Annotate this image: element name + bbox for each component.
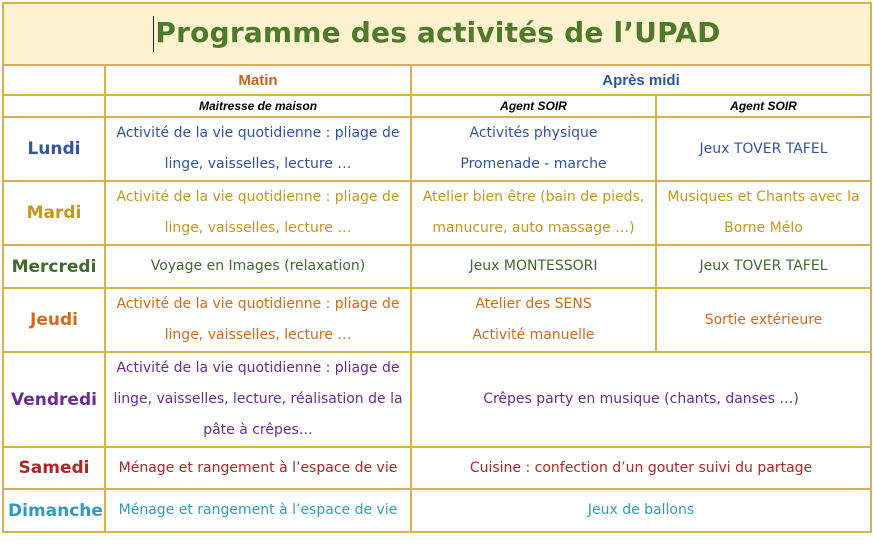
day-row-jeudi (3, 288, 871, 352)
activity-line: linge, vaisselles, lecture, réalisation de la (113, 391, 403, 407)
afternoon-activity-2-mercredi (656, 245, 871, 288)
morning-activity-vendredi (105, 352, 411, 447)
activity-line: Voyage en Images (relaxation) (150, 258, 366, 274)
activity-line: Crêpes party en musique (chants, danses …) (483, 391, 799, 407)
staff-header-row (3, 95, 871, 117)
day-label-jeudi: Jeudi (3, 288, 105, 352)
activity-line: Cuisine : confection d’un gouter suivi du partage (469, 459, 813, 476)
activity-line: Atelier bien être (bain de pieds, (422, 189, 645, 205)
afternoon-activity-1-mercredi (411, 245, 656, 288)
activity-schedule-table (2, 2, 872, 533)
morning-activity-mercredi (105, 245, 411, 288)
day-label-lundi: Lundi (3, 117, 105, 181)
day-row-mardi (3, 181, 871, 245)
empty-corner-cell-2 (3, 95, 105, 117)
activity-line: pâte à crêpes… (203, 422, 313, 438)
activity-line: Sortie extérieure (704, 311, 823, 328)
activity-line: Activité manuelle (472, 327, 595, 343)
activity-line: Jeux MONTESSORI (469, 258, 598, 274)
activity-line: Borne Mélo (724, 220, 803, 236)
afternoon-activity-dimanche (411, 489, 871, 532)
activity-line: Activités physique (469, 125, 598, 141)
day-label-vendredi: Vendredi (3, 352, 105, 447)
day-label-samedi: Samedi (3, 447, 105, 489)
afternoon-staff-header-1: Agent SOIR (411, 95, 656, 117)
afternoon-activity-vendredi (411, 352, 871, 447)
activity-line: manucure, auto massage …) (432, 220, 635, 236)
afternoon-activity-1-jeudi (411, 288, 656, 352)
morning-activity-dimanche (105, 489, 411, 532)
afternoon-activity-1-lundi (411, 117, 656, 181)
empty-corner-cell (3, 65, 105, 95)
day-label-dimanche: Dimanche (3, 489, 105, 532)
day-row-samedi (3, 447, 871, 489)
page-title-cell (3, 3, 871, 65)
afternoon-header: Après midi (411, 65, 871, 95)
afternoon-activity-1-mardi (411, 181, 656, 245)
activity-line: linge, vaisselles, lecture … (164, 220, 352, 236)
morning-activity-jeudi (105, 288, 411, 352)
morning-activity-samedi (105, 447, 411, 489)
morning-activity-mardi (105, 181, 411, 245)
afternoon-activity-2-lundi (656, 117, 871, 181)
header-row (3, 65, 871, 95)
activity-line: Jeux de ballons (587, 502, 695, 518)
afternoon-activity-samedi (411, 447, 871, 489)
day-label-mardi: Mardi (3, 181, 105, 245)
activity-line: Atelier des SENS (475, 296, 592, 312)
day-row-lundi (3, 117, 871, 181)
day-row-mercredi (3, 245, 871, 288)
morning-header: Matin (105, 65, 411, 95)
title-row (3, 3, 871, 65)
day-label-mercredi: Mercredi (3, 245, 105, 288)
activity-line: Activité de la vie quotidienne : pliage de (116, 189, 400, 205)
activity-line: Activité de la vie quotidienne : pliage de (116, 125, 400, 141)
activity-line: linge, vaisselles, lecture … (164, 327, 352, 343)
morning-activity-lundi (105, 117, 411, 181)
activity-line: Promenade - marche (460, 156, 607, 172)
activity-line: linge, vaisselles, lecture … (164, 156, 352, 172)
day-row-vendredi (3, 352, 871, 447)
activity-line: Ménage et rangement à l’espace de vie (118, 502, 398, 518)
afternoon-staff-header-2: Agent SOIR (656, 95, 871, 117)
afternoon-activity-2-mardi (656, 181, 871, 245)
activity-line: Ménage et rangement à l’espace de vie (118, 459, 398, 476)
activity-line: Musiques et Chants avec la (667, 189, 860, 205)
activity-line: Activité de la vie quotidienne : pliage de (116, 296, 400, 312)
afternoon-activity-2-jeudi (656, 288, 871, 352)
activity-line: Jeux TOVER TAFEL (699, 140, 828, 157)
day-row-dimanche (3, 489, 871, 532)
morning-staff-header: Maitresse de maison (105, 95, 411, 117)
activity-line: Jeux TOVER TAFEL (699, 258, 828, 274)
page-title: Programme des activités de l’UPAD (155, 16, 721, 49)
activity-line: Activité de la vie quotidienne : pliage de (116, 360, 400, 376)
